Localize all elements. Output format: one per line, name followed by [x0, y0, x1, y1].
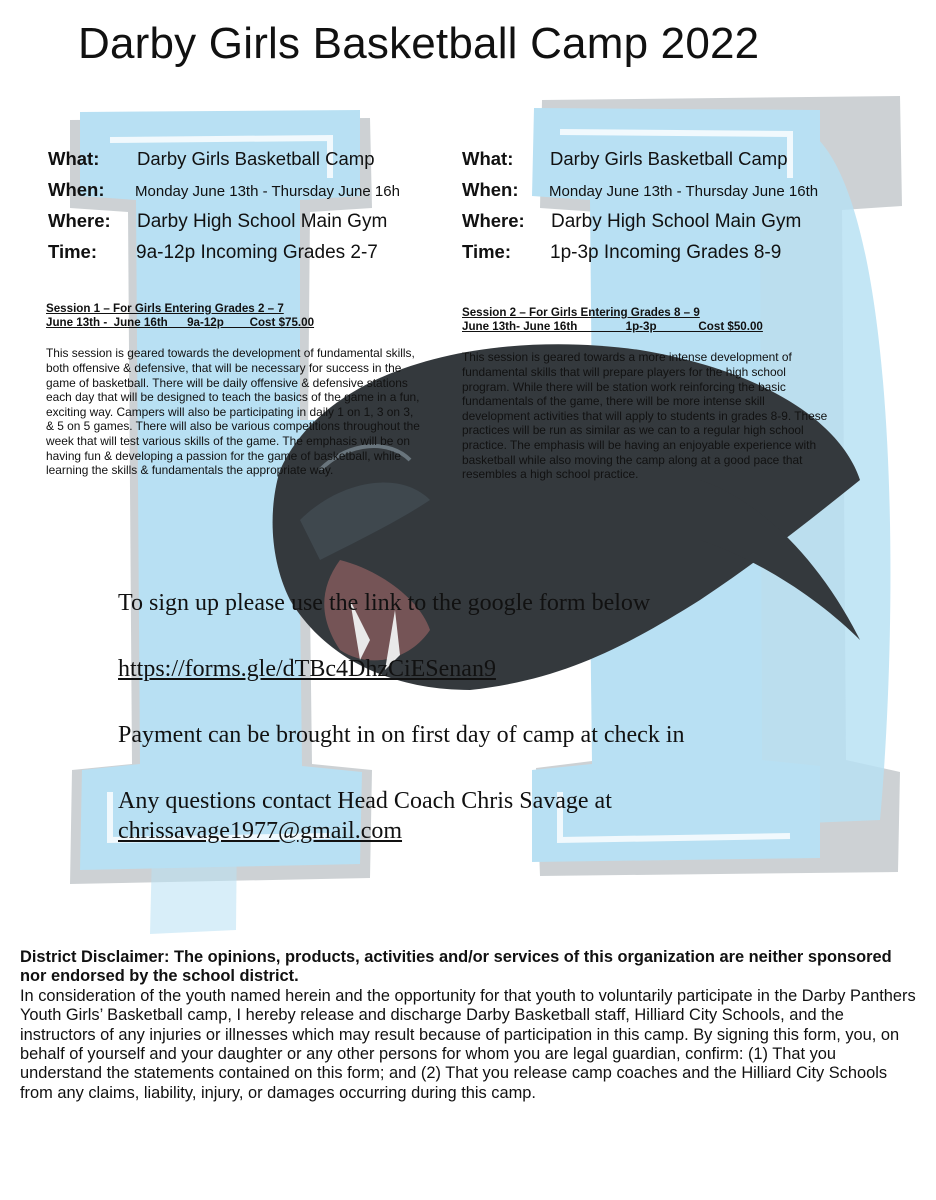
- when-label: When:: [462, 179, 519, 200]
- where-label: Where:: [462, 210, 525, 231]
- signup-section: [118, 588, 685, 846]
- session1-info: [48, 148, 448, 278]
- questions-contact: Any questions contact Head Coach Chris Savage at: [118, 788, 612, 814]
- district-disclaimer: [20, 948, 920, 1103]
- what-label: What:: [48, 148, 100, 169]
- disclaimer-heading: District Disclaimer: The opinions, products, activities and/or services of this organization are neither sponsored nor endorsed by the school district.: [20, 948, 892, 986]
- where-value: Darby High School Main Gym: [137, 211, 388, 232]
- google-form-link[interactable]: https://forms.gle/dTBc4DhzCiESenan9: [118, 656, 496, 682]
- what-value: Darby Girls Basketball Camp: [550, 148, 788, 169]
- signup-instructions: To sign up please use the link to the google form below: [118, 590, 651, 616]
- what-value: Darby Girls Basketball Camp: [137, 148, 375, 169]
- time-label: Time:: [48, 241, 98, 262]
- session2-section: [462, 306, 832, 482]
- page-title: Darby Girls Basketball Camp 2022: [78, 19, 760, 68]
- session1-description: This session is geared towards the development of fundamental skills, both offensive & defensive, that will be necessary for success in the game of basketball. There will be daily offensive & defensive stations each day that will be designed to teach the basics of the game in a fun, exciting way. Campers will also be participating in daily 1 on 1, 3 on 3, & 5 on 5 games. There will also be various competitions throughout the week that will test various skills of the game. The emphasis will be on having fun & developing a passion for the game of basketball, while learning the skills & fundamentals the appropriate way.: [46, 346, 420, 478]
- where-label: Where:: [48, 210, 111, 231]
- what-label: What:: [462, 148, 514, 169]
- session1-section: [46, 302, 424, 478]
- coach-email-link[interactable]: chrissavage1977@gmail.com: [118, 818, 403, 844]
- session2-info: [462, 148, 882, 278]
- when-value: Monday June 13th - Thursday June 16th: [549, 183, 819, 200]
- time-label: Time:: [462, 241, 512, 262]
- session1-heading: Session 1 – For Girls Entering Grades 2 – 7: [46, 302, 284, 315]
- session1-details: June 13th - June 16th 9a-12p Cost $75.00: [46, 316, 315, 330]
- disclaimer-body: In consideration of the youth named herein and the opportunity for that youth to voluntarily participate in the Darby Panthers Youth Girls’ Basketball camp, I hereby release and discharge Darby Basketball staff, Hilliard City Schools, and the instructors of any injuries or illnesses which may result because of participation in this camp. By signing this form, you, on behalf of yourself and your daughter or any other persons for whom you are legal guardian, confirm: (1) That you understand the statements contained on this form; and (2) That you release camp coaches and the Hilliard City Schools from any claims, liability, injury, or damages occurring during this camp.: [20, 986, 916, 1102]
- time-value: 9a-12p Incoming Grades 2-7: [136, 242, 378, 263]
- when-label: When:: [48, 179, 105, 200]
- where-value: Darby High School Main Gym: [551, 211, 802, 232]
- session2-description: This session is geared towards a more intense development of fundamental skills that will prepare players for the high school program. While there will be station work reinforcing the basic fundamentals of the game, there will be more intense skill development activities that will apply to students in grades 8-9. These practices will be run as similar as we can to a regular high school practice. The emphasis will be having an enjoyable experience with basketball while also moving the camp along at a good pace that resembles a high school practice.: [462, 350, 828, 482]
- when-value: Monday June 13th - Thursday June 16h: [135, 183, 400, 200]
- payment-note: Payment can be brought in on first day of camp at check in: [118, 722, 685, 748]
- session2-heading: Session 2 – For Girls Entering Grades 8 – 9: [462, 306, 700, 319]
- session2-details: June 13th- June 16th 1p-3p Cost $50.00: [462, 320, 763, 334]
- time-value: 1p-3p Incoming Grades 8-9: [550, 242, 782, 263]
